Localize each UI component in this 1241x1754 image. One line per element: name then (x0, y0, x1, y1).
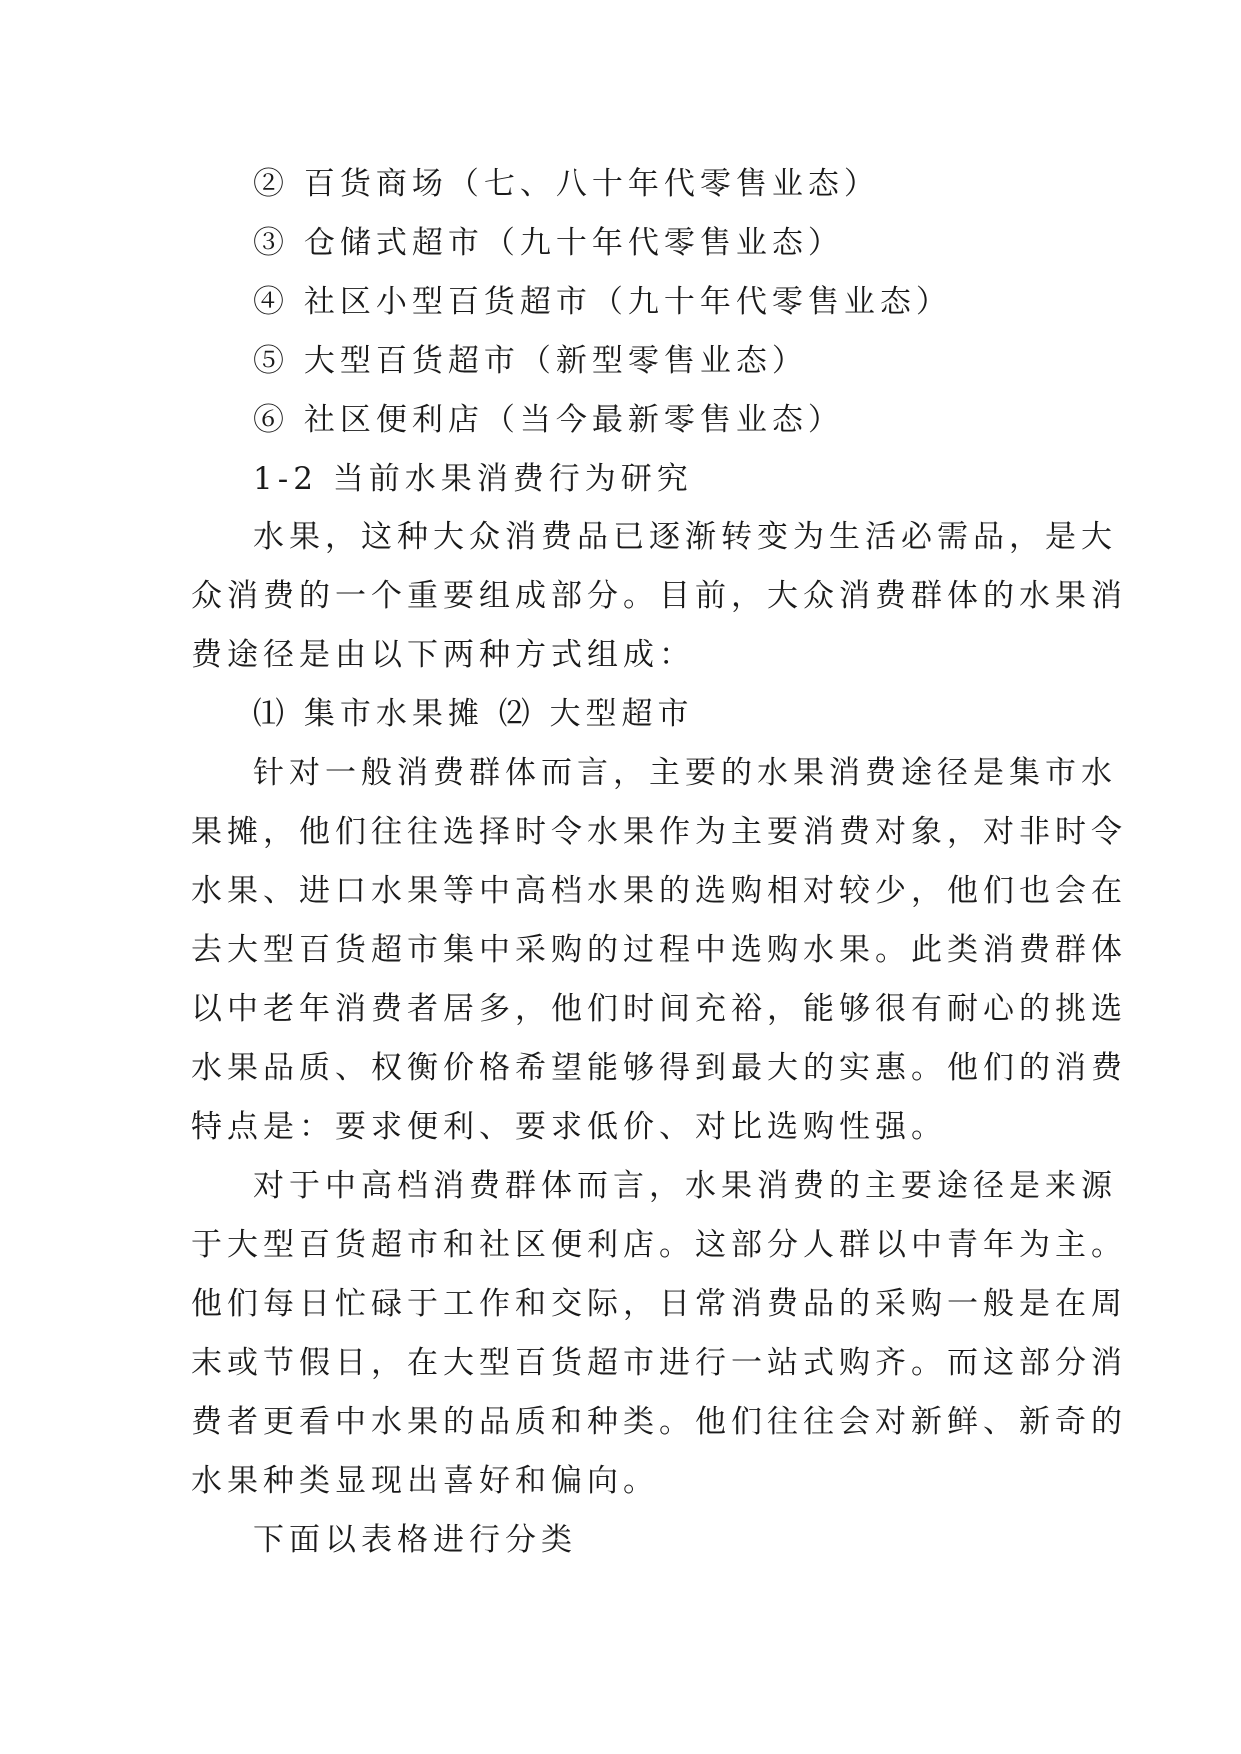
list-item: ⑥ 社区便利店（当今最新零售业态） (253, 402, 844, 438)
paragraph-line: 费者更看中水果的品质和种类。他们往往会对新鲜、新奇的 (191, 1404, 1127, 1440)
paragraph-line: 水果种类显现出喜好和偏向。 (191, 1463, 659, 1499)
paragraph-line: 特点是：要求便利、要求低价、对比选购性强。 (191, 1109, 947, 1145)
paragraph-line: 去大型百货超市集中采购的过程中选购水果。此类消费群体 (191, 932, 1127, 968)
paragraph-line: 以中老年消费者居多，他们时间充裕，能够很有耐心的挑选 (191, 991, 1127, 1027)
paragraph-line: 末或节假日，在大型百货超市进行一站式购齐。而这部分消 (191, 1345, 1127, 1381)
paragraph-line: 果摊，他们往往选择时令水果作为主要消费对象，对非时令 (191, 814, 1127, 850)
paragraph-line: 水果，这种大众消费品已逐渐转变为生活必需品，是大 (253, 519, 1117, 555)
paragraph-line: 对于中高档消费群体而言，水果消费的主要途径是来源 (253, 1168, 1117, 1204)
paragraph-line: 他们每日忙碌于工作和交际，日常消费品的采购一般是在周 (191, 1286, 1127, 1322)
section-heading: 1-2 当前水果消费行为研究 (253, 461, 693, 497)
paragraph-line: 针对一般消费群体而言，主要的水果消费途径是集市水 (253, 755, 1117, 791)
paragraph-line: 费途径是由以下两种方式组成： (191, 637, 695, 673)
list-item: ② 百货商场（七、八十年代零售业态） (253, 166, 880, 202)
paragraph-line: 众消费的一个重要组成部分。目前，大众消费群体的水果消 (191, 578, 1127, 614)
paragraph-line: 于大型百货超市和社区便利店。这部分人群以中青年为主。 (191, 1227, 1127, 1263)
paragraph-line: 水果、进口水果等中高档水果的选购相对较少，他们也会在 (191, 873, 1127, 909)
list-item: ⑤ 大型百货超市（新型零售业态） (253, 343, 808, 379)
options-line: ⑴ 集市水果摊 ⑵ 大型超市 (253, 696, 694, 732)
closing-line: 下面以表格进行分类 (253, 1522, 577, 1558)
list-item: ④ 社区小型百货超市（九十年代零售业态） (253, 284, 952, 320)
paragraph-line: 水果品质、权衡价格希望能够得到最大的实惠。他们的消费 (191, 1050, 1127, 1086)
list-item: ③ 仓储式超市（九十年代零售业态） (253, 225, 844, 261)
